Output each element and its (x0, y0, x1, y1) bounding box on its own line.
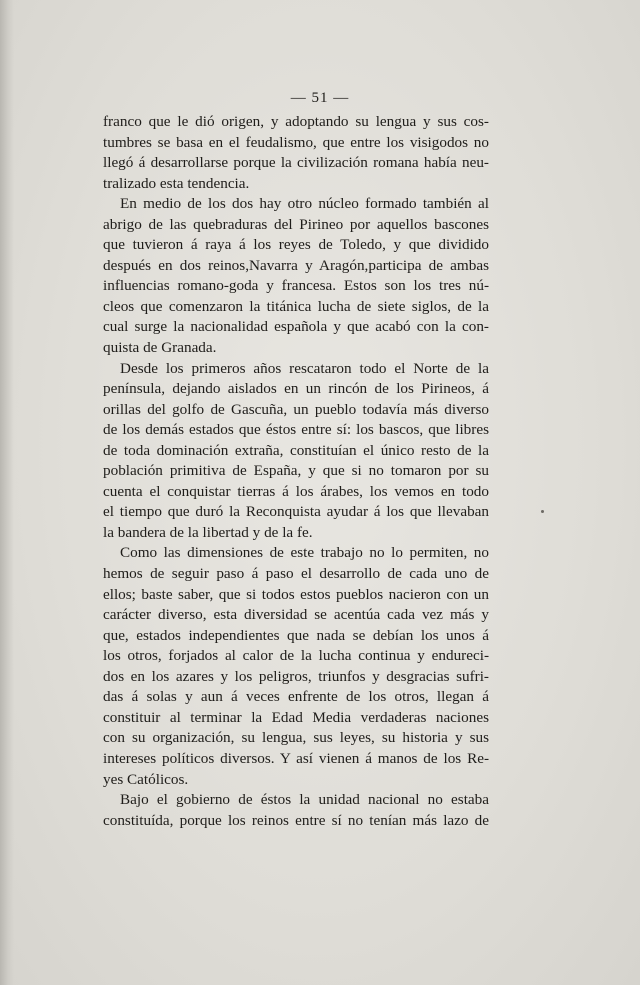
text-line: intereses políticos diversos. Y así vienen á manos de los Re- (103, 749, 489, 767)
text-line: carácter diverso, esta diversidad se acentúa cada vez más y (103, 606, 489, 624)
text-line: cual surge la nacionalidad española y que acabó con la con- (103, 318, 489, 336)
text-line: después en dos reinos,Navarra y Aragón,participa de ambas (103, 256, 489, 274)
text-line: cuenta el conquistar tierras á los árabes, los vemos en todo (103, 482, 489, 500)
paragraph (103, 359, 489, 544)
paragraph (103, 543, 489, 790)
text-line: quista de Granada. (103, 339, 217, 357)
text-line: el tiempo que duró la Reconquista ayudar á los que llevaban (103, 503, 489, 521)
text-line: das á solas y aun á veces enfrente de los otros, llegan á (103, 688, 489, 706)
text-line: Como las dimensiones de este trabajo no lo permiten, no (120, 544, 489, 562)
text-line: los otros, forjados al calor de la lucha continua y endureci- (103, 647, 489, 665)
page-gutter-shadow (0, 0, 14, 985)
text-line: de los demás estados que éstos entre sí: los bascos, que libres (103, 421, 489, 439)
page-number: — 51 — (290, 90, 350, 106)
text-line: de toda dominación extraña, constituían el único resto de la (103, 441, 489, 459)
text-line: En medio de los dos hay otro núcleo formado también al (120, 195, 489, 213)
paragraph (103, 790, 489, 831)
text-line: orillas del golfo de Gascuña, un pueblo todavía más diverso (103, 400, 489, 418)
text-line: franco que le dió origen, y adoptando su lengua y sus cos- (103, 113, 489, 130)
text-line: llegó á desarrollarse porque la civilización romana había neu- (103, 154, 489, 172)
text-line: que tuvieron á raya á los reyes de Toledo, y que dividido (103, 236, 489, 254)
text-line: ellos; baste saber, que si todos estos pueblos nacieron con un (103, 585, 489, 603)
text-line: población primitiva de España, y que si no tomaron por su (103, 462, 489, 480)
text-line: tumbres se basa en el feudalismo, que entre los visigodos no (103, 133, 489, 151)
text-line: con su organización, su lengua, sus leyes, su historia y sus (103, 729, 489, 747)
text-line: península, dejando aislados en un rincón de los Pirineos, á (103, 380, 489, 398)
text-line: tralizado esta tendencia. (103, 174, 250, 192)
text-line: constituída, porque los reinos entre sí no tenían más lazo de (103, 811, 489, 829)
text-line: constituir al terminar la Edad Media verdaderas naciones (103, 708, 489, 726)
text-line: influencias romano-goda y francesa. Estos son los tres nú- (103, 277, 489, 295)
text-line: que, estados independientes que nada se debían los unos á (103, 626, 489, 644)
paper-speck (541, 510, 544, 513)
text-line: yes Católicos. (103, 770, 189, 788)
text-line: hemos de seguir paso á paso el desarrollo de cada uno de (103, 565, 489, 583)
text-line: cleos que comenzaron la titánica lucha de siete siglos, de la (103, 297, 489, 315)
paragraph (103, 194, 489, 358)
text-line: Bajo el gobierno de éstos la unidad nacional no estaba (120, 791, 489, 809)
body-text (103, 112, 489, 831)
text-line: la bandera de la libertad y de la fe. (103, 523, 313, 541)
text-line: Desde los primeros años rescataron todo el Norte de la (120, 359, 489, 377)
paragraph (103, 112, 489, 194)
text-line: abrigo de las quebraduras del Pirineo por aquellos bascones (103, 215, 489, 233)
text-line: dos en los azares y los peligros, triunfos y desgracias sufri- (103, 667, 489, 685)
